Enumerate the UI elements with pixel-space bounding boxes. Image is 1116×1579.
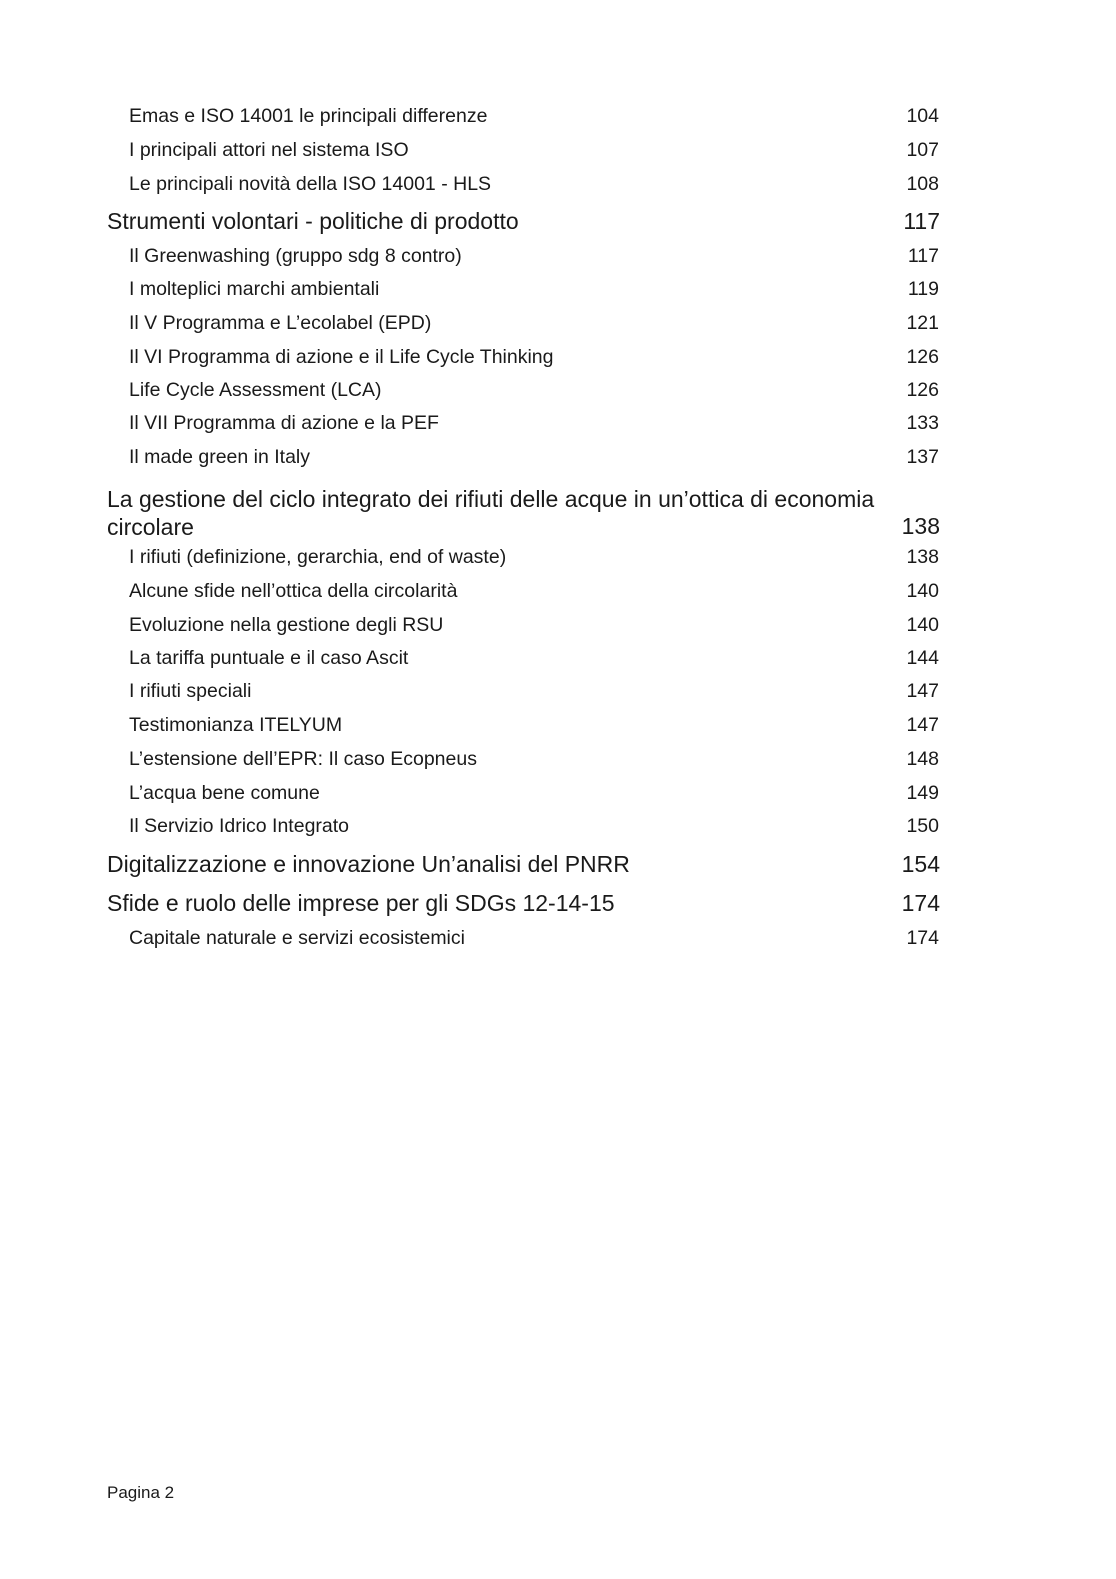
toc-entry-title: Il VI Programma di azione e il Life Cycle Thinking <box>129 346 554 368</box>
toc-section-title: Digitalizzazione e innovazione Un’analisi del PNRR <box>107 851 630 877</box>
toc-entry-title: Le principali novità della ISO 14001 - HLS <box>129 173 492 195</box>
toc-entry-made-green-italy[interactable] <box>129 444 939 470</box>
toc-entry-evoluzione-rsu[interactable] <box>129 612 939 638</box>
toc-entry-page-number: 126 <box>906 379 939 401</box>
toc-section-gestione-rifiuti-acque[interactable] <box>107 481 940 541</box>
toc-entry-title: Life Cycle Assessment (LCA) <box>129 379 382 401</box>
toc-entry-page-number: 147 <box>906 714 939 736</box>
toc-entry-page-number: 126 <box>906 346 939 368</box>
toc-entry-v-programma-ecolabel[interactable] <box>129 310 939 336</box>
page-footer-label: Pagina 2 <box>107 1483 175 1502</box>
toc-entry-page-number: 140 <box>906 580 939 602</box>
toc-entry-title: I molteplici marchi ambientali <box>129 278 380 300</box>
toc-entry-page-number: 133 <box>906 412 939 434</box>
toc-section-sfide-sdgs[interactable] <box>107 888 940 918</box>
toc-section-strumenti-volontari[interactable] <box>107 206 940 236</box>
toc-entry-novita-iso-hls[interactable] <box>129 171 939 197</box>
toc-entry-title: Testimonianza ITELYUM <box>129 714 343 736</box>
toc-section-page-number: 174 <box>901 890 940 916</box>
toc-section-digitalizzazione-pnrr[interactable] <box>107 849 940 879</box>
toc-entry-vi-programma-lct[interactable] <box>129 344 939 370</box>
toc-entry-title: Alcune sfide nell’ottica della circolarità <box>129 580 458 602</box>
toc-entry-rifiuti-definizione[interactable] <box>129 544 939 570</box>
toc-entry-title: Capitale naturale e servizi ecosistemici <box>129 927 465 949</box>
toc-entry-title: La tariffa puntuale e il caso Ascit <box>129 647 409 669</box>
toc-entry-title: Il VII Programma di azione e la PEF <box>129 412 439 434</box>
toc-entry-rifiuti-speciali[interactable] <box>129 678 939 704</box>
toc-entry-page-number: 149 <box>906 782 939 804</box>
toc-entry-vii-programma-pef[interactable] <box>129 410 939 436</box>
toc-entry-greenwashing[interactable] <box>129 243 939 269</box>
toc-entry-page-number: 144 <box>906 647 939 669</box>
toc-section-title: Strumenti volontari - politiche di prodotto <box>107 208 519 234</box>
toc-section-title: La gestione del ciclo integrato dei rifiuti delle acque in un’ottica di economia circolare <box>107 486 875 540</box>
toc-entry-capitale-naturale[interactable] <box>129 925 939 951</box>
toc-section-page-number: 117 <box>903 208 940 234</box>
toc-entry-title: Il Servizio Idrico Integrato <box>129 815 350 837</box>
toc-entry-sfide-circolarita[interactable] <box>129 578 939 604</box>
toc-entry-servizio-idrico[interactable] <box>129 813 939 839</box>
toc-entry-page-number: 137 <box>906 446 939 468</box>
toc-entry-page-number: 121 <box>906 312 939 334</box>
toc-entry-epr-ecopneus[interactable] <box>129 746 939 772</box>
toc-section-page-number: 138 <box>901 513 940 539</box>
toc-entry-acqua-bene-comune[interactable] <box>129 780 939 806</box>
toc-entry-title: Il V Programma e L’ecolabel (EPD) <box>129 312 432 334</box>
toc-section-title: Sfide e ruolo delle imprese per gli SDGs 12-14-15 <box>107 890 615 916</box>
toc-entry-title: L’estensione dell’EPR: Il caso Ecopneus <box>129 748 477 770</box>
toc-entry-page-number: 147 <box>906 680 939 702</box>
toc-entry-title: I rifiuti (definizione, gerarchia, end of waste) <box>129 546 507 568</box>
toc-entry-tariffa-puntuale[interactable] <box>129 645 939 671</box>
toc-entry-testimonianza-itelyum[interactable] <box>129 712 939 738</box>
toc-entry-page-number: 174 <box>906 927 939 949</box>
toc-entry-page-number: 117 <box>907 245 939 267</box>
toc-section-page-number: 154 <box>901 851 940 877</box>
toc-entry-title: L’acqua bene comune <box>129 782 320 804</box>
toc-entry-title: I rifiuti speciali <box>129 680 252 702</box>
toc-entry-page-number: 104 <box>906 105 939 127</box>
toc-entry-title: I principali attori nel sistema ISO <box>129 139 409 161</box>
toc-entry-page-number: 108 <box>906 173 939 195</box>
toc-entry-title: Emas e ISO 14001 le principali differenze <box>129 105 488 127</box>
toc-entry-title: Il Greenwashing (gruppo sdg 8 contro) <box>129 245 462 267</box>
toc-entry-page-number: 140 <box>906 614 939 636</box>
toc-entry-page-number: 148 <box>906 748 939 770</box>
toc-entry-emas-iso-differenze[interactable] <box>129 103 939 129</box>
toc-entry-page-number: 107 <box>906 139 939 161</box>
toc-entry-page-number: 150 <box>906 815 939 837</box>
toc-entry-attori-iso[interactable] <box>129 137 939 163</box>
toc-entry-title: Il made green in Italy <box>129 446 311 468</box>
toc-entry-lca[interactable] <box>129 377 939 403</box>
toc-entry-page-number: 138 <box>906 546 939 568</box>
toc-entry-page-number: 119 <box>907 278 939 300</box>
toc-entry-marchi-ambientali[interactable] <box>129 276 939 302</box>
toc-entry-title: Evoluzione nella gestione degli RSU <box>129 614 444 636</box>
